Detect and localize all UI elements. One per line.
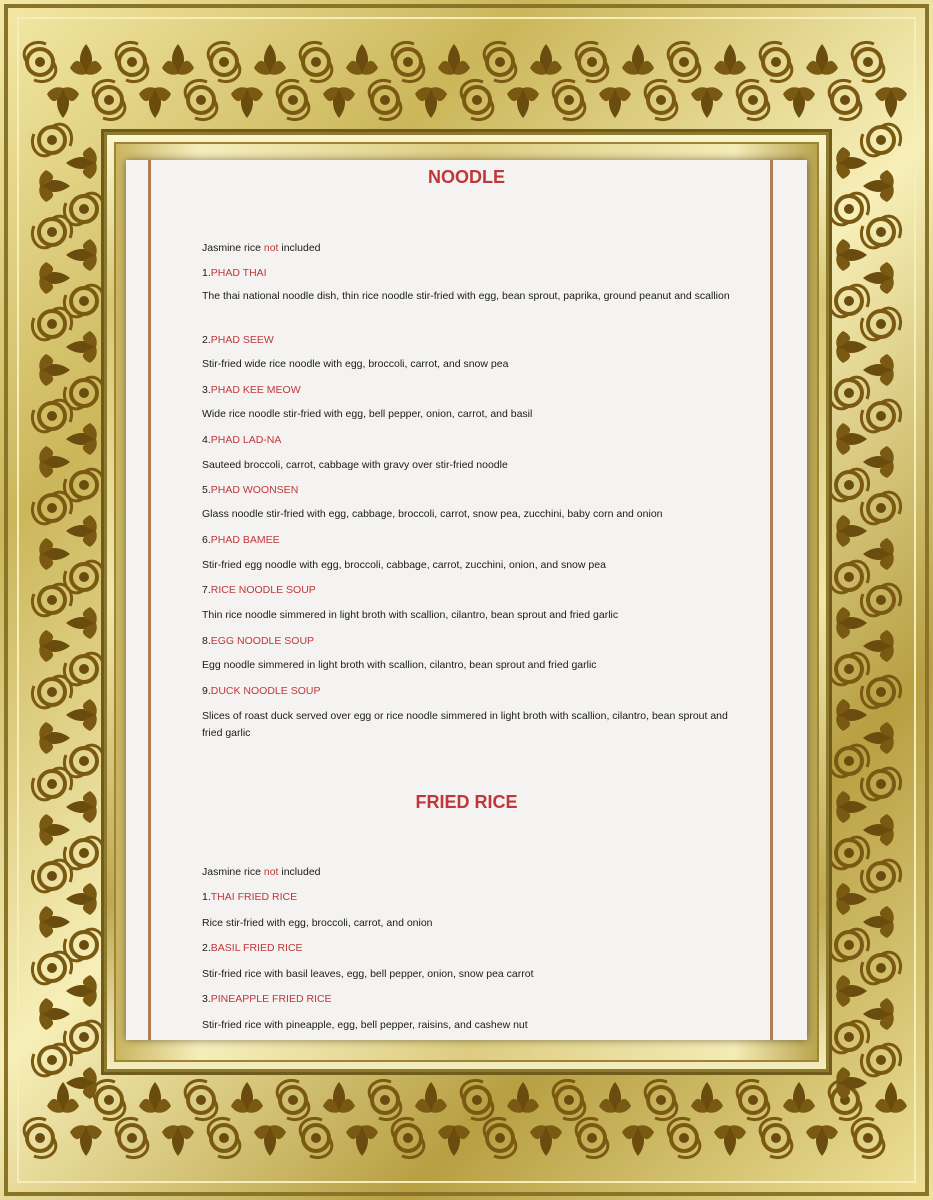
right-border-rule — [770, 160, 773, 1040]
menu-item-title: 3.PHAD KEE MEOW — [202, 384, 301, 396]
fried-rice-section-title: FRIED RICE — [415, 792, 518, 812]
menu-item-title: 2.PHAD SEEW — [202, 334, 274, 346]
menu-item-description: Stir-fried rice with pineapple, egg, bell pepper, raisins, and cashew nut — [202, 1019, 528, 1031]
menu-item-title: 1.PHAD THAI — [202, 267, 267, 279]
menu-item-description: Glass noodle stir-fried with egg, cabbage, broccoli, carrot, snow pea, zucchini, baby corn and onion — [202, 508, 663, 520]
noodle-rice-note: Jasmine rice not included — [202, 242, 321, 254]
menu-item-description: Slices of roast duck served over egg or rice noodle simmered in light broth with scallion, cilantro, bean sprout and fried garlic — [202, 710, 728, 739]
menu-item-title: 6.PHAD BAMEE — [202, 534, 280, 546]
left-border-rule — [148, 160, 151, 1040]
menu-item-description: Thin rice noodle simmered in light broth with scallion, cilantro, bean sprout and fried garlic — [202, 609, 619, 621]
menu-item-description: Rice stir-fried with egg, broccoli, carrot, and onion — [202, 917, 433, 929]
menu-item-description: Wide rice noodle stir-fried with egg, bell pepper, onion, carrot, and basil — [202, 408, 533, 420]
fried-rice-rice-note: Jasmine rice not included — [202, 866, 321, 878]
menu-item-title: 2.BASIL FRIED RICE — [202, 942, 303, 954]
menu-item-title: 7.RICE NOODLE SOUP — [202, 584, 316, 596]
menu-item-title: 3.PINEAPPLE FRIED RICE — [202, 993, 332, 1005]
noodle-section-title: NOODLE — [427, 167, 505, 187]
menu-item-title: 1.THAI FRIED RICE — [202, 891, 298, 903]
menu-item-title: 4.PHAD LAD-NA — [202, 434, 282, 446]
menu-item-description: Stir-fried egg noodle with egg, broccoli, cabbage, carrot, zucchini, onion, and snow pea — [202, 559, 606, 571]
menu-item-description: Stir-fried rice with basil leaves, egg, bell pepper, onion, snow pea carrot — [202, 968, 534, 980]
menu-item-title: 8.EGG NOODLE SOUP — [202, 635, 315, 647]
menu-item-title: 5.PHAD WOONSEN — [202, 484, 299, 496]
menu-item-title: 9.DUCK NOODLE SOUP — [202, 685, 321, 697]
menu-item-description: Sauteed broccoli, carrot, cabbage with gravy over stir-fried noodle — [202, 459, 508, 471]
menu-item-description: Egg noodle simmered in light broth with scallion, cilantro, bean sprout and fried garlic — [202, 659, 597, 671]
menu-item-description: Stir-fried wide rice noodle with egg, broccoli, carrot, and snow pea — [202, 358, 509, 370]
menu-item-description: The thai national noodle dish, thin rice noodle stir-fried with egg, bean sprout, paprika, ground peanut and scallion — [202, 290, 730, 302]
menu-page — [126, 160, 807, 1040]
